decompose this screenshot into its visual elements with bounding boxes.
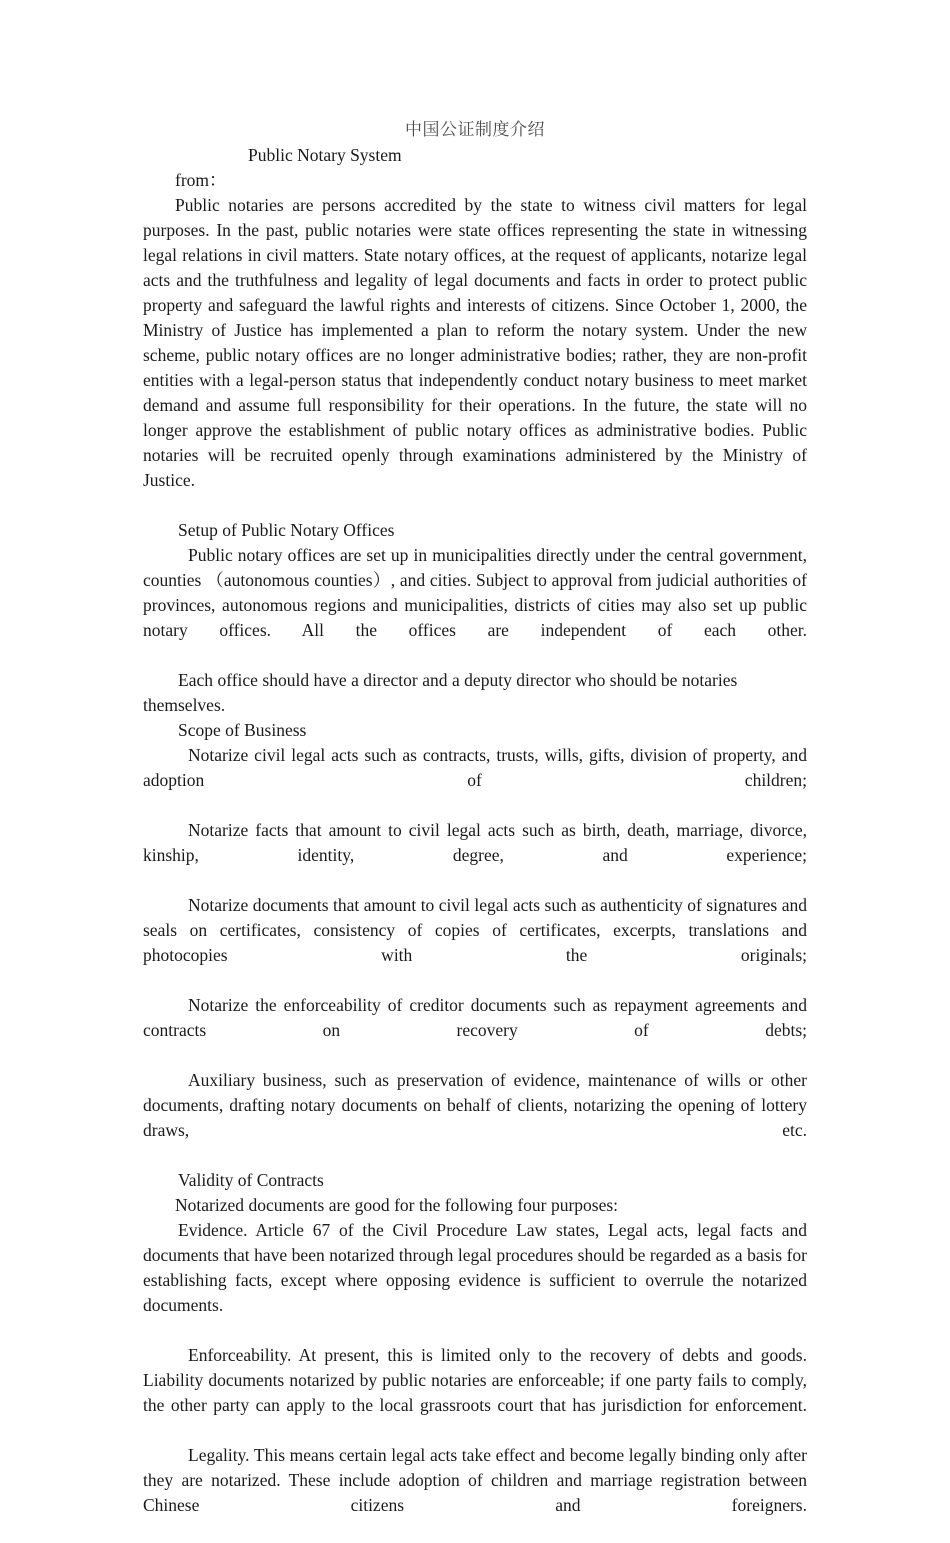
page-title: 中国公证制度介绍 [405, 120, 545, 140]
paragraph-scope-1: Notarize civil legal acts such as contracts, trusts, wills, gifts, division of property, and adoption of children; [143, 745, 807, 790]
paragraph-scope-3: Notarize documents that amount to civil legal acts such as authenticity of signatures and seals on certificates, consistency of copies of certificates, excerpts, translations and photocopies with the originals; [143, 895, 807, 965]
paragraph-scope-2: Notarize facts that amount to civil legal acts such as birth, death, marriage, divorce, kinship, identity, degree, and experience; [143, 820, 807, 865]
paragraph-validity-evidence: Evidence. Article 67 of the Civil Procedure Law states, Legal acts, legal facts and documents that have been notarized through legal procedures should be regarded as a basis for establishing facts, except where opposing evidence is sufficient to overrule the notarized documents. [143, 1220, 807, 1315]
paragraph-scope-5: Auxiliary business, such as preservation of evidence, maintenance of wills or other documents, drafting notary documents on behalf of clients, notarizing the opening of lottery draws, etc. [143, 1070, 807, 1140]
document-body [143, 118, 807, 1543]
paragraph-validity-intro: Notarized documents are good for the following four purposes: [175, 1195, 619, 1215]
paragraph-validity-legality: Legality. This means certain legal acts take effect and become legally binding only after they are notarized. These include adoption of children and marriage registration between Chinese citizens and foreigners. [143, 1445, 807, 1515]
paragraph-setup-1: Public notary offices are set up in municipalities directly under the central government, counties （autonomous counties）, and cities. Subject to approval from judicial authorities of provinces, autonomous regions and municipalities, districts of cities may also set up public notary offices. All the offices are independent of each other. [143, 545, 807, 640]
paragraph-validity-enforceability: Enforceability. At present, this is limited only to the recovery of debts and goods. Liability documents notarized by public notaries are enforceable; if one party fails to comply, the other party can apply to the local grassroots court that has jurisdiction for enforcement. [143, 1345, 807, 1415]
document-subtitle: Public Notary System [248, 145, 402, 165]
paragraph-intro: Public notaries are persons accredited by the state to witness civil matters for legal purposes. In the past, public notaries were state offices representing the state in witnessing legal relations in civil matters. State notary offices, at the request of applicants, notarize legal acts and the truthfulness and legality of legal documents and facts in order to protect public property and safeguard the lawful rights and interests of citizens. Since October 1, 2000, the Ministry of Justice has implemented a plan to reform the notary system. Under the new scheme, public notary offices are no longer administrative bodies; rather, they are non-profit entities with a legal-person status that independently conduct notary business to meet market demand and assume full responsibility for their operations. In the future, the state will no longer approve the establishment of public notary offices as administrative bodies. Public notaries will be recruited openly through examinations administered by the Ministry of Justice. [143, 195, 807, 490]
paragraph-scope-4: Notarize the enforceability of creditor documents such as repayment agreements and contracts on recovery of debts; [143, 995, 807, 1040]
from-label: from： [175, 170, 227, 190]
section-heading-validity: Validity of Contracts [178, 1170, 324, 1190]
section-heading-scope: Scope of Business [178, 720, 307, 740]
section-heading-setup: Setup of Public Notary Offices [178, 520, 395, 540]
paragraph-setup-2: Each office should have a director and a deputy director who should be notaries themselves. [143, 670, 738, 715]
